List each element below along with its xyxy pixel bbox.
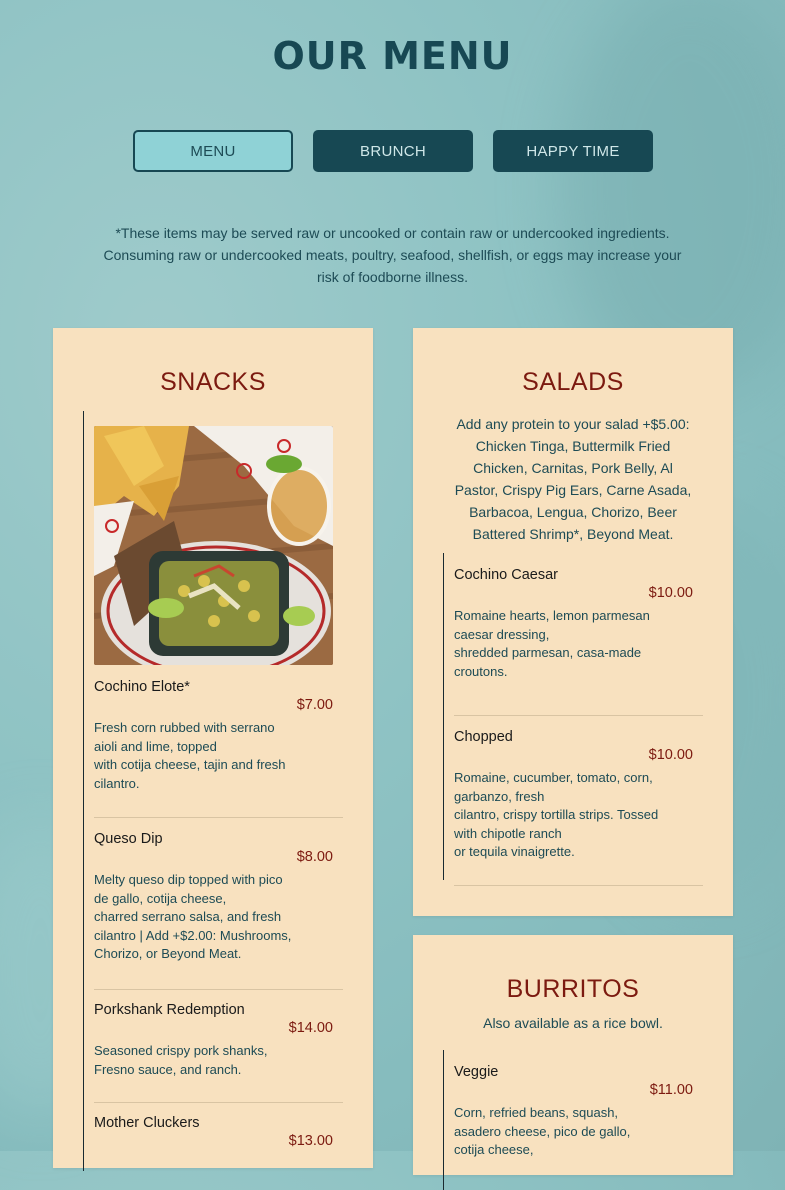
burritos-card — [413, 935, 733, 1175]
menu-item — [94, 831, 343, 990]
menu-tabs — [133, 130, 653, 172]
salads-protein-note: Add any protein to your salad +$5.00: Chicken Tinga, Buttermilk Fried Chicken, Carnitas, Pork Belly, Al Pastor, Crispy Pig Ears, Carne Asada, Barbacoa, Lengua, Chorizo, Beer Battered Shrimp*, Beyond Meat. — [454, 416, 692, 542]
item-name: Cochino Elote* — [94, 679, 190, 695]
item-description: Melty queso dip topped with pico de gallo, cotija cheese, charred serrano salsa, and fresh cilantro | Add +$2.00: Mushrooms, Chorizo, or Beyond Meat. — [94, 872, 292, 961]
item-name: Mother Cluckers — [94, 1115, 200, 1131]
burritos-rice-bowl-note: Also available as a rice bowl. — [483, 1015, 663, 1031]
menu-item — [454, 1064, 703, 1184]
salads-item-list — [443, 553, 703, 880]
snacks-title: SNACKS — [160, 368, 266, 396]
menu-item — [94, 1115, 343, 1175]
salads-card — [413, 328, 733, 916]
item-name: Porkshank Redemption — [94, 1002, 245, 1018]
item-name: Veggie — [454, 1064, 499, 1080]
item-name: Queso Dip — [94, 831, 163, 847]
tab-menu[interactable]: MENU — [133, 130, 293, 172]
item-description: Fresh corn rubbed with serrano aioli and lime, topped with cotija cheese, tajin and fresh cilantro. — [94, 720, 286, 791]
food-photo-icon — [94, 426, 333, 665]
item-description: Seasoned crispy pork shanks, Fresno sauce, and ranch. — [94, 1043, 268, 1077]
item-price: $7.00 — [296, 697, 333, 713]
item-price: $13.00 — [288, 1133, 333, 1149]
snacks-card — [53, 328, 373, 1168]
item-price: $14.00 — [288, 1020, 333, 1036]
raw-food-disclaimer: *These items may be served raw or uncooked or contain raw or undercooked ingredients. Consuming raw or undercooked meats, poultry, seafood, shellfish, or eggs may increase your risk of foodborne illness. — [103, 225, 682, 285]
menu-item — [454, 729, 703, 886]
menu-item — [94, 1002, 343, 1103]
salads-title: SALADS — [522, 368, 624, 396]
burritos-item-list — [443, 1050, 703, 1190]
item-price: $8.00 — [296, 849, 333, 865]
burritos-title: BURRITOS — [506, 975, 640, 1003]
item-description: Romaine, cucumber, tomato, corn, garbanzo, fresh cilantro, crispy tortilla strips. Tossed with chipotle ranch or tequila vinaigrette. — [454, 770, 659, 859]
page-title: OUR MENU — [272, 34, 513, 78]
menu-item — [94, 679, 343, 818]
tab-brunch[interactable]: BRUNCH — [313, 130, 473, 172]
item-price: $10.00 — [648, 747, 693, 763]
item-description: Corn, refried beans, squash, asadero cheese, pico de gallo, cotija cheese, — [454, 1105, 631, 1157]
item-name: Chopped — [454, 729, 513, 745]
item-description: Romaine hearts, lemon parmesan caesar dressing, shredded parmesan, casa-made croutons. — [454, 608, 650, 679]
menu-item — [454, 567, 703, 716]
item-name: Cochino Caesar — [454, 567, 558, 583]
item-price: $10.00 — [648, 585, 693, 601]
item-price: $11.00 — [649, 1082, 693, 1098]
tab-happy-time[interactable]: HAPPY TIME — [493, 130, 653, 172]
snacks-item-list — [83, 411, 343, 1171]
